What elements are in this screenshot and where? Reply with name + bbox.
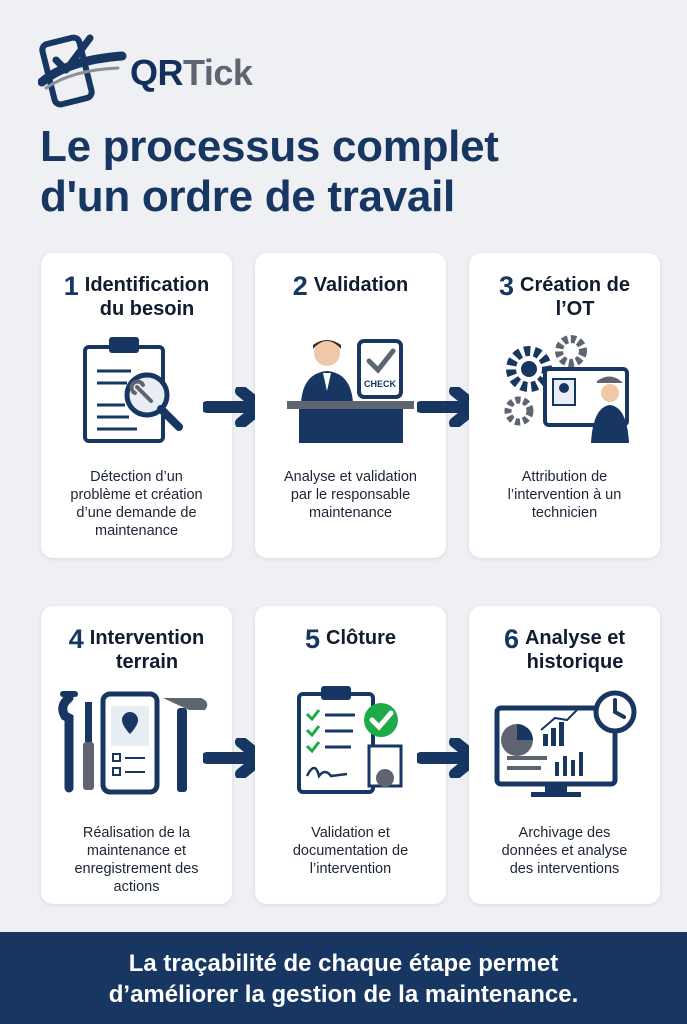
step-card-6 [469, 606, 660, 904]
step-number: 3 [498, 271, 514, 301]
step-description: Attribution de l’intervention à un technicien [507, 469, 622, 521]
step-header [255, 273, 446, 299]
step-title: Création de l’OT [520, 274, 631, 320]
step-title: Analyse et historique [524, 627, 626, 673]
footer-line1: La traçabilité de chaque étape permet [128, 950, 559, 977]
svg-text:CHECK: CHECK [363, 379, 397, 389]
step-title: Validation [313, 274, 409, 296]
step-header [41, 273, 232, 321]
footer-banner [0, 932, 687, 1024]
step-header [469, 273, 660, 321]
step-title: Identification du besoin [84, 274, 210, 320]
manager-desk-icon [285, 335, 416, 445]
step-number: 2 [292, 271, 308, 301]
page-title-line2: d'un ordre de travail [40, 172, 455, 221]
step-card-3 [469, 253, 660, 558]
step-description: Archivage des données et analyse des interventions [501, 825, 628, 877]
qr-phone-check-icon [38, 30, 128, 110]
step-number: 4 [68, 624, 84, 654]
step-description: Réalisation de la maintenance et enregistrement des actions [74, 825, 199, 895]
step-title: Clôture [326, 627, 397, 649]
clipboard-magnifier-icon [71, 335, 202, 445]
page-title-line1: Le processus complet [40, 122, 499, 171]
step-number: 5 [304, 624, 321, 654]
step-header [469, 626, 660, 674]
brand-logo [38, 30, 278, 110]
dashboard-monitor-clock-icon [493, 690, 643, 800]
page-title [40, 122, 660, 222]
step-header [255, 626, 446, 652]
brand-name: QRTick [130, 52, 253, 93]
checklist-signature-icon [285, 684, 416, 794]
tools-phone-map-icon [55, 688, 215, 798]
step-description: Analyse et validation par le responsable maintenance [284, 469, 417, 521]
step-number: 6 [503, 624, 519, 654]
gears-technician-icon [499, 335, 630, 445]
step-number: 1 [63, 271, 79, 301]
step-header [41, 626, 232, 674]
step-description: Validation et documentation de l’intervention [292, 825, 409, 877]
step-title: Intervention terrain [89, 627, 205, 673]
footer-line2: d’améliorer la gestion de la maintenance. [108, 981, 579, 1008]
step-description: Détection d’un problème et création d’une demande de maintenance [70, 469, 203, 539]
